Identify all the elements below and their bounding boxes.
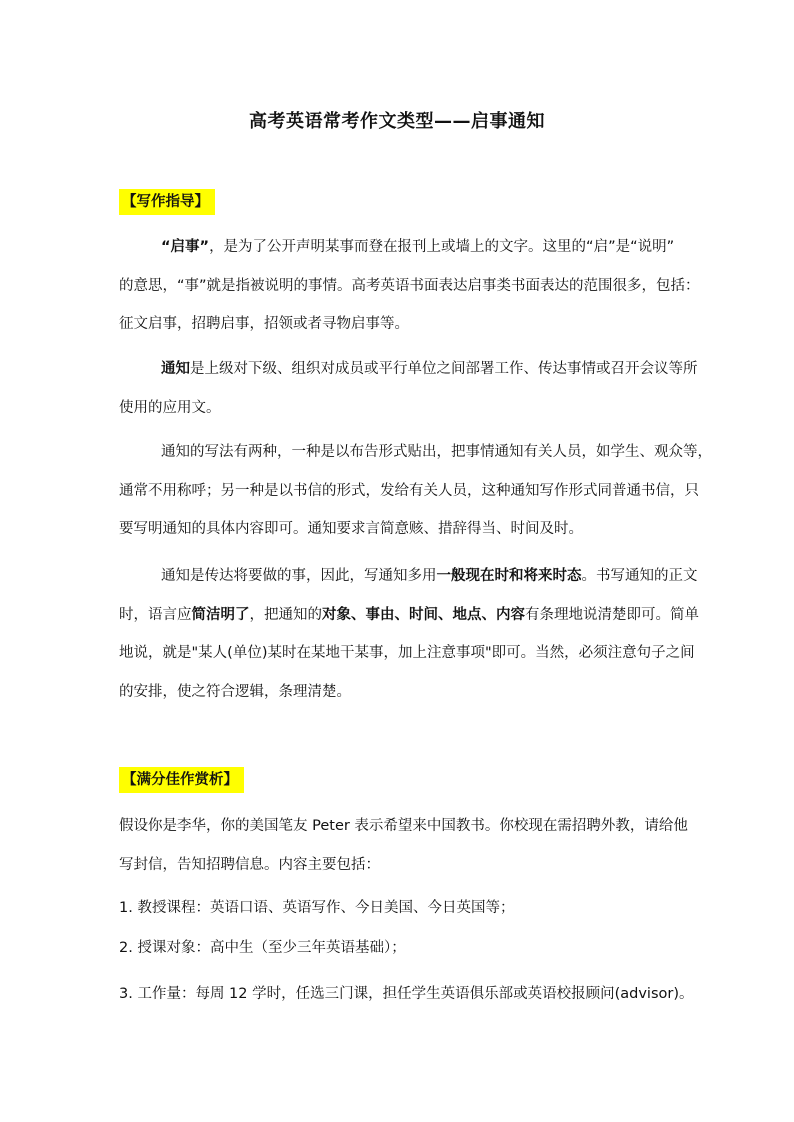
- paragraph-line: “启事”，是为了公开声明某事而登在报刊上或墙上的文字。这里的“启”是“说明”: [161, 239, 675, 255]
- paragraph-tongzhi-definition: [119, 350, 698, 427]
- paragraph-line: 假设你是李华，你的美国笔友 Peter 表示希望来中国教书。你校现在需招聘外教，请给他: [119, 818, 688, 834]
- task-description: [119, 807, 688, 884]
- section-heading-writing-guide: 【写作指导】: [119, 189, 215, 215]
- paragraph-line: 要写明通知的具体内容即可。通知要求言简意赅、措辞得当、时间及时。: [119, 521, 583, 537]
- bold-tense: 一般现在时和将来时态: [436, 568, 582, 584]
- bold-concise: 简洁明了: [191, 606, 250, 623]
- page-title: 高考英语常考作文类型——启事通知: [249, 111, 545, 132]
- paragraph-line: 通知的写法有两种，一种是以布告形式贴出，把事情通知有关人员，如学生、观众等，: [161, 444, 712, 460]
- list-item-workload: 3. 工作量：每周 12 学时，任选三门课，担任学生英语俱乐部或英语校报顾问(advisor)。: [119, 986, 694, 1002]
- paragraph-line: 使用的应用文。: [119, 399, 221, 416]
- paragraph-line: 写封信，告知招聘信息。内容主要包括：: [119, 856, 380, 873]
- paragraph-tongzhi-forms: [119, 433, 712, 549]
- bold-term-qishi: “启事”: [161, 239, 210, 255]
- paragraph-line: 时，语言应简洁明了，把通知的对象、事由、时间、地点、内容有条理地说清楚即可。简单: [119, 606, 699, 623]
- list-item-courses: 1. 教授课程：英语口语、英语写作、今日美国、今日英国等；: [119, 900, 515, 916]
- section-heading-model-essay: 【满分佳作赏析】: [119, 767, 244, 793]
- list-item-students: 2. 授课对象：高中生（至少三年英语基础）；: [119, 940, 406, 956]
- paragraph-line: 征文启事，招聘启事，招领或者寻物启事等。: [119, 316, 409, 332]
- paragraph-line: 的安排，使之符合逻辑，条理清楚。: [119, 683, 351, 700]
- paragraph-qishi: [119, 228, 700, 344]
- paragraph-line: 通常不用称呼；另一种是以书信的形式，发给有关人员，这种通知写作形式同普通书信，只: [119, 482, 699, 499]
- paragraph-tongzhi-writing: [119, 557, 699, 711]
- bold-term-tongzhi: 通知: [161, 361, 190, 377]
- paragraph-line: 通知是上级对下级、组织对成员或平行单位之间部署工作、传达事情或召开会议等所: [161, 361, 698, 377]
- paragraph-line: 地说，就是"某人(单位)某时在某地干某事，加上注意事项"即可。当然，必须注意句子之间: [119, 645, 695, 661]
- paragraph-line: 的意思，“事”就是指被说明的事情。高考英语书面表达启事类书面表达的范围很多，包括：: [119, 277, 700, 294]
- paragraph-line: 通知是传达将要做的事，因此，写通知多用一般现在时和将来时态。书写通知的正文: [161, 568, 698, 584]
- bold-elements: 对象、事由、时间、地点、内容: [322, 606, 525, 623]
